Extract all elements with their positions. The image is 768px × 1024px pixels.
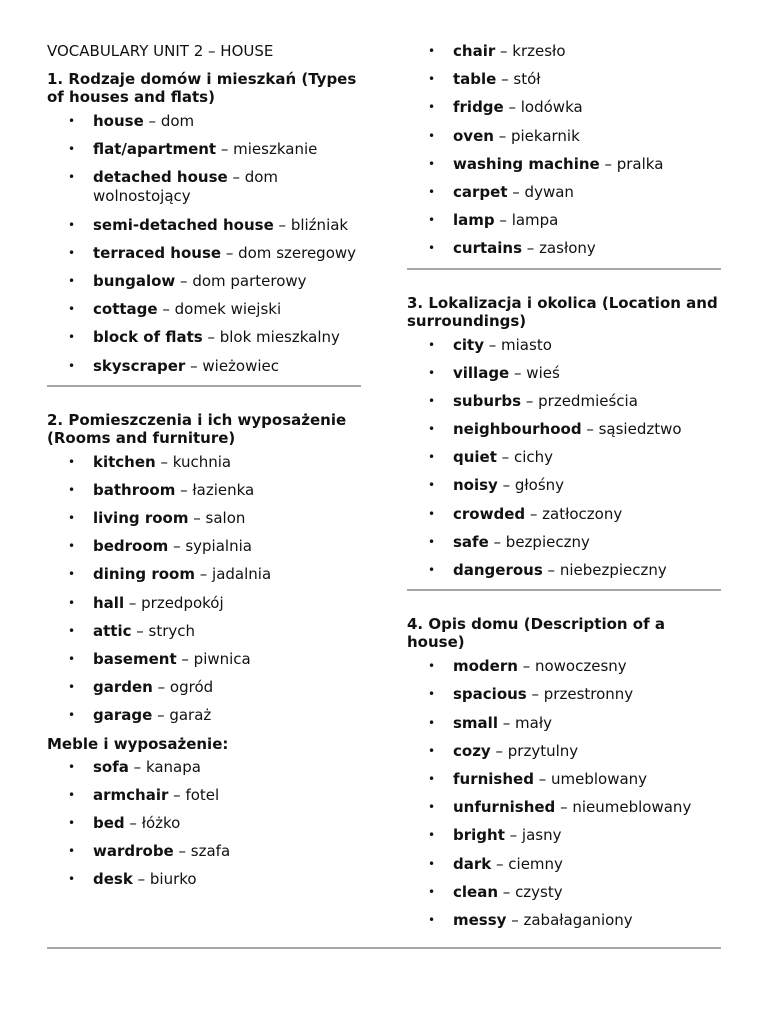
vocab-polish-translation: jasny <box>521 826 562 845</box>
vocab-item <box>47 842 361 861</box>
vocab-polish-translation: piekarnik <box>510 126 580 145</box>
vocab-item <box>407 798 721 817</box>
vocab-polish-translation: niebezpieczny <box>559 561 667 579</box>
vocab-polish-translation: lampa <box>511 211 559 230</box>
vocab-separator: – <box>497 476 515 495</box>
vocab-separator: – <box>555 798 573 817</box>
vocab-polish-translation: blok mieszkalny <box>219 328 340 347</box>
vocab-english-term: safe <box>453 532 489 551</box>
vocab-english-term: semi-detached house <box>93 215 274 234</box>
vocab-english-term: kitchen <box>93 452 156 471</box>
vocab-polish-translation: zasłony <box>539 239 596 258</box>
vocab-separator: – <box>497 713 516 732</box>
vocab-separator: – <box>194 565 213 584</box>
vocab-english-term: dining room <box>93 565 195 584</box>
vocab-english-term: table <box>453 70 497 89</box>
vocab-item <box>47 140 361 159</box>
vocab-polish-translation: domek wiejski <box>174 300 282 319</box>
vocab-separator: – <box>124 813 142 832</box>
vocab-english-term: furnished <box>453 769 534 788</box>
vocab-item <box>47 758 361 777</box>
vocab-polish-translation: jadalnia <box>212 565 272 584</box>
vocab-separator: – <box>581 420 599 439</box>
vocab-separator: – <box>221 243 239 262</box>
vocab-english-term: garden <box>93 678 153 697</box>
vocab-item <box>407 657 721 676</box>
vocab-item <box>407 420 721 439</box>
vocab-item <box>47 216 361 235</box>
vocab-item <box>47 786 361 805</box>
vocab-item <box>47 244 361 263</box>
vocab-separator: – <box>131 621 149 640</box>
vocab-item <box>47 650 361 669</box>
vocab-english-term: oven <box>453 126 494 145</box>
vocab-english-term: quiet <box>453 448 497 467</box>
vocab-polish-translation: garaż <box>169 706 212 725</box>
vocab-separator: – <box>173 842 191 861</box>
vocab-english-term: messy <box>453 910 507 929</box>
section-2-list <box>47 453 361 726</box>
vocab-polish-translation: zabałaganiony <box>523 910 633 929</box>
document-title: VOCABULARY UNIT 2 – HOUSE <box>47 42 274 60</box>
vocab-english-term: dark <box>453 854 492 873</box>
furniture-list-part-2 <box>407 42 721 258</box>
vocab-separator: – <box>152 678 170 697</box>
vocab-separator: – <box>496 70 514 89</box>
vocab-english-term: suburbs <box>453 391 522 410</box>
vocab-english-term: garage <box>93 706 153 725</box>
vocab-separator: – <box>128 757 146 776</box>
vocab-separator: – <box>152 706 170 725</box>
vocab-english-term: carpet <box>453 182 508 201</box>
vocab-polish-translation: ciemny <box>508 854 563 873</box>
vocab-separator: – <box>483 335 502 354</box>
vocab-english-term: bathroom <box>93 480 176 499</box>
vocab-item <box>407 127 721 146</box>
furniture-list-part-1 <box>47 758 361 890</box>
vocab-item <box>47 706 361 725</box>
vocab-item <box>407 183 721 202</box>
vocab-polish-translation: dywan <box>524 182 574 201</box>
vocab-separator: – <box>488 532 506 551</box>
vocab-item <box>47 272 361 291</box>
vocab-polish-translation: kanapa <box>145 757 201 776</box>
vocab-polish-translation: zatłoczony <box>542 504 623 523</box>
vocab-item <box>407 714 721 733</box>
vocab-item <box>407 476 721 495</box>
vocab-english-term: desk <box>93 870 133 889</box>
vocab-separator: – <box>496 448 514 467</box>
section-4-list <box>407 657 721 930</box>
vocab-item <box>407 742 721 761</box>
vocab-english-term: city <box>453 335 484 354</box>
vocab-english-term: neighbourhood <box>453 420 582 439</box>
vocab-english-term: clean <box>453 882 499 901</box>
vocab-polish-translation: wieś <box>526 363 560 382</box>
vocab-separator: – <box>143 112 161 130</box>
vocab-english-term: hall <box>93 593 125 612</box>
vocab-english-term: washing machine <box>453 154 600 173</box>
vocab-separator: – <box>168 537 186 556</box>
vocab-item <box>47 168 361 206</box>
vocab-english-term: detached house <box>93 168 228 187</box>
vocab-polish-translation: stół <box>513 70 541 89</box>
vocab-english-term: skyscraper <box>93 356 186 375</box>
vocab-polish-translation: ogród <box>169 678 214 697</box>
vocab-item <box>407 448 721 467</box>
vocab-item <box>407 561 721 580</box>
vocab-separator: – <box>493 126 511 145</box>
vocab-english-term: lamp <box>453 211 495 230</box>
vocab-polish-translation: dom <box>160 112 195 130</box>
vocab-polish-translation: wieżowiec <box>202 356 280 375</box>
vocab-item <box>407 364 721 383</box>
vocab-polish-translation: nowoczesny <box>534 657 627 676</box>
vocab-item <box>47 814 361 833</box>
vocab-separator: – <box>168 785 186 804</box>
vocab-polish-translation: pralka <box>616 154 664 173</box>
vocab-separator: – <box>498 882 516 901</box>
vocab-english-term: terraced house <box>93 243 222 262</box>
vocab-english-term: living room <box>93 509 189 528</box>
vocab-item <box>407 239 721 258</box>
vocab-polish-translation: lodówka <box>520 98 583 117</box>
vocab-separator: – <box>216 140 234 159</box>
vocab-separator: – <box>188 509 206 528</box>
section-3-heading: 3. Lokalizacja i okolica (Location and surroundings) <box>407 293 718 330</box>
vocab-separator: – <box>273 215 291 234</box>
vocab-english-term: attic <box>93 621 132 640</box>
vocab-item <box>407 855 721 874</box>
vocab-english-term: spacious <box>453 685 527 704</box>
vocab-item <box>407 911 721 930</box>
vocab-separator: – <box>176 650 194 668</box>
section-4-heading: 4. Opis domu (Description of a house) <box>407 615 665 652</box>
vocab-polish-translation: krzesło <box>512 42 566 60</box>
vocab-separator: – <box>521 391 539 410</box>
vocab-english-term: armchair <box>93 785 169 804</box>
vocab-polish-translation: przestronny <box>543 685 634 704</box>
vocab-english-term: bedroom <box>93 537 169 556</box>
vocab-polish-translation: sąsiedztwo <box>598 420 682 439</box>
vocab-item <box>47 509 361 528</box>
vocab-separator: – <box>522 239 540 258</box>
vocab-separator: – <box>533 769 551 788</box>
section-3-list <box>407 336 721 581</box>
vocab-item <box>47 870 361 889</box>
vocab-item <box>407 42 721 61</box>
vocab-english-term: crowded <box>453 504 526 523</box>
vocab-separator: – <box>504 826 522 845</box>
left-column <box>47 42 361 899</box>
vocab-english-term: house <box>93 112 144 130</box>
vocab-english-term: noisy <box>453 476 498 495</box>
vocab-separator: – <box>503 98 521 117</box>
vocab-item <box>407 533 721 552</box>
vocab-polish-translation: bliźniak <box>290 215 349 234</box>
vocab-separator: – <box>491 854 509 873</box>
vocab-english-term: curtains <box>453 239 523 258</box>
vocab-polish-translation: strych <box>148 621 196 640</box>
vocab-separator: – <box>227 168 245 187</box>
vocab-item <box>407 70 721 89</box>
vocab-polish-translation: dom szeregowy <box>238 243 357 262</box>
vocab-polish-translation: dom wolnostojący <box>93 168 279 206</box>
vocab-separator: – <box>507 182 525 201</box>
vocab-separator: – <box>490 741 508 760</box>
vocab-polish-translation: przedmieścia <box>538 391 638 410</box>
vocab-separator: – <box>525 504 543 523</box>
vocab-separator: – <box>506 910 524 929</box>
vocab-english-term: dangerous <box>453 561 543 579</box>
vocab-polish-translation: mały <box>515 713 552 732</box>
vocab-english-term: flat/apartment <box>93 140 217 159</box>
vocab-separator: – <box>175 271 193 290</box>
vocab-english-term: bungalow <box>93 271 176 290</box>
vocab-polish-translation: przedpokój <box>141 593 224 612</box>
vocab-polish-translation: szafa <box>190 842 231 861</box>
vocab-item <box>407 211 721 230</box>
vocab-polish-translation: głośny <box>514 476 565 495</box>
vocab-separator: – <box>494 211 512 230</box>
vocab-item <box>407 98 721 117</box>
vocab-polish-translation: biurko <box>149 870 197 889</box>
vocab-english-term: cozy <box>453 741 491 760</box>
vocab-item <box>47 565 361 584</box>
vocab-polish-translation: sypialnia <box>185 537 252 556</box>
vocab-polish-translation: bezpieczny <box>505 532 590 551</box>
vocab-item <box>47 537 361 556</box>
vocab-separator: – <box>157 300 175 319</box>
vocab-item <box>407 883 721 902</box>
vocab-item <box>47 453 361 472</box>
vocab-polish-translation: przytulny <box>507 741 579 760</box>
vocab-separator: – <box>542 561 560 579</box>
vocab-separator: – <box>132 870 150 889</box>
vocab-separator: – <box>526 685 544 704</box>
vocab-item <box>407 685 721 704</box>
section-1-list <box>47 112 361 376</box>
vocab-english-term: unfurnished <box>453 798 556 817</box>
vocab-polish-translation: łazienka <box>192 480 255 499</box>
vocab-english-term: bright <box>453 826 505 845</box>
vocab-polish-translation: dom parterowy <box>192 271 307 290</box>
vocab-item <box>407 155 721 174</box>
vocab-item <box>407 336 721 355</box>
vocab-item <box>407 392 721 411</box>
vocab-english-term: bed <box>93 813 125 832</box>
vocab-polish-translation: cichy <box>513 448 553 467</box>
vocab-polish-translation: nieumeblowany <box>572 798 692 817</box>
vocab-english-term: small <box>453 713 498 732</box>
vocab-english-term: modern <box>453 657 518 676</box>
vocab-english-term: village <box>453 363 510 382</box>
vocab-english-term: block of flats <box>93 328 203 347</box>
vocab-separator: – <box>185 356 203 375</box>
vocab-separator: – <box>175 480 193 499</box>
vocab-item <box>47 112 361 131</box>
vocab-polish-translation: miasto <box>501 335 552 354</box>
vocab-english-term: cottage <box>93 300 158 319</box>
section-1-heading: 1. Rodzaje domów i mieszkań (Types of houses and flats) <box>47 70 357 106</box>
vocab-english-term: basement <box>93 650 177 668</box>
vocab-item <box>47 678 361 697</box>
vocab-polish-translation: czysty <box>515 882 563 901</box>
vocab-item <box>407 505 721 524</box>
vocab-english-term: wardrobe <box>93 842 174 861</box>
vocab-english-term: chair <box>453 42 496 60</box>
vocab-item <box>47 300 361 319</box>
vocab-polish-translation: fotel <box>185 785 220 804</box>
vocab-separator: – <box>495 42 513 60</box>
vocab-item <box>47 328 361 347</box>
vocab-item <box>47 357 361 376</box>
vocab-item <box>407 826 721 845</box>
furniture-subheading: Meble i wyposażenie: <box>47 734 229 753</box>
vocab-separator: – <box>202 328 220 347</box>
vocab-item <box>47 622 361 641</box>
vocab-item <box>47 481 361 500</box>
vocab-separator: – <box>517 657 535 676</box>
vocab-polish-translation: kuchnia <box>172 452 232 471</box>
vocab-separator: – <box>599 154 617 173</box>
vocab-separator: – <box>124 593 142 612</box>
vocab-english-term: sofa <box>93 757 129 776</box>
right-column <box>407 42 721 939</box>
vocab-item <box>47 594 361 613</box>
vocab-polish-translation: salon <box>205 509 246 528</box>
vocab-polish-translation: piwnica <box>193 650 251 668</box>
vocab-english-term: fridge <box>453 98 504 117</box>
vocab-polish-translation: umeblowany <box>551 769 648 788</box>
section-2-heading: 2. Pomieszczenia i ich wyposażenie (Rooms and furniture) <box>47 410 347 447</box>
vocab-polish-translation: łóżko <box>141 813 181 832</box>
bottom-divider <box>47 947 721 949</box>
vocab-separator: – <box>155 452 173 471</box>
vocab-item <box>407 770 721 789</box>
vocab-polish-translation: mieszkanie <box>233 140 318 159</box>
vocab-separator: – <box>509 363 527 382</box>
